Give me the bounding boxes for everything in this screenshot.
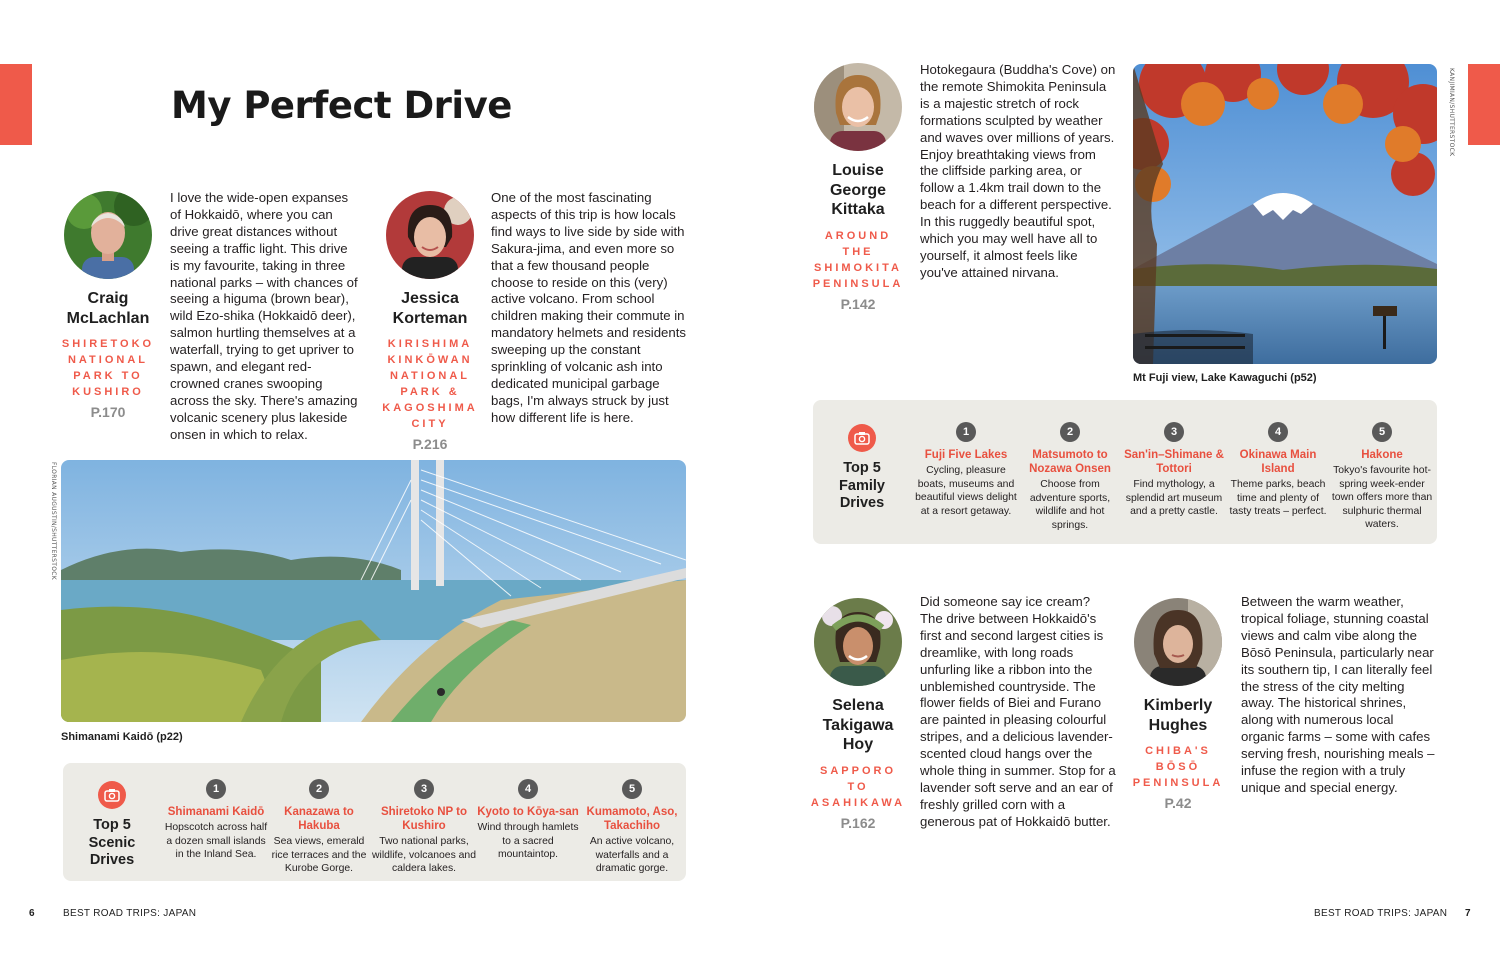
right-page-number: 7 — [1465, 908, 1471, 919]
item-desc: Find mythology, a splendid art museum and a pretty castle. — [1125, 479, 1223, 518]
item-desc: Sea views, emerald rice terraces and the Kurobe Gorge. — [271, 836, 367, 875]
left-edge-tab — [0, 64, 32, 145]
top5-item — [914, 422, 1018, 518]
number-badge: 5 — [622, 779, 642, 799]
item-name: Shiretoko NP to Kushiro — [380, 806, 468, 832]
item-desc: Hopscotch across half a dozen small islands in the Inland Sea. — [164, 822, 268, 861]
author-page-ref: P.142 — [840, 295, 876, 312]
number-badge: 1 — [206, 779, 226, 799]
top5-item — [476, 779, 580, 862]
item-name: San'in–Shimane & Tottori — [1124, 449, 1224, 475]
top5-family-heading — [822, 424, 902, 513]
author-blurb: Between the warm weather, tropical foliage, stunning coastal views and calm vibe along the Bōsō Peninsula, particularly near its southern tip, I can literally feel the stress of the city melting away. The historical shrines, along with numerous local organic farms – some with cafes serving fresh, nourishing meals – infuse the region with a truly unique and special energy. — [1241, 594, 1435, 795]
top5-item — [1226, 422, 1330, 519]
author-name: Jessica Korteman — [392, 290, 468, 327]
top5-scenic-title: Top 5 Scenic Drives — [88, 817, 136, 868]
camera-icon — [98, 781, 126, 809]
number-badge: 2 — [1060, 422, 1080, 442]
camera-icon — [848, 424, 876, 452]
item-name: Fuji Five Lakes — [924, 449, 1008, 461]
number-badge: 2 — [309, 779, 329, 799]
fuji-photo-credit: KANJIMIAN/SHUTTERSTOCK — [1448, 68, 1455, 157]
right-running-title: BEST ROAD TRIPS: JAPAN — [1314, 908, 1448, 919]
right-edge-tab — [1468, 64, 1500, 145]
author-blurb: Did someone say ice cream? The drive between Hokkaidō's first and second largest cities is dreamlike, with long roads unfurling like a ribbon into the unblemished countryside. The flower fields of Biei and Furano are painted in pleasing colourful stripes, and a delicious lavender-scented cloud hangs over the whole thing in summer. Stop for a lavender soft serve and an ear of freshly grilled corn with a generous pat of Hokkaidō butter. — [920, 594, 1116, 829]
page-title: My Perfect Drive — [171, 84, 512, 127]
bridge-photo-caption: Shimanami Kaidō (p22) — [61, 731, 183, 743]
bridge-photo-credit: FLORIAN AUGUSTIN/SHUTTERSTOCK — [50, 462, 57, 580]
author-louise — [808, 63, 908, 312]
author-name: Kimberly Hughes — [1143, 697, 1213, 734]
author-route: AROUND THE SHIMOKITA PENINSULA — [812, 229, 904, 290]
item-desc: Cycling, pleasure boats, museums and beautiful views delight at a resort getaway. — [915, 465, 1017, 517]
item-desc: An active volcano, waterfalls and a dramatic gorge. — [589, 836, 675, 875]
number-badge: 5 — [1372, 422, 1392, 442]
left-page-number: 6 — [29, 908, 35, 919]
top5-item — [1122, 422, 1226, 519]
fuji-photo — [1133, 64, 1437, 364]
number-badge: 4 — [1268, 422, 1288, 442]
item-name: Matsumoto to Nozawa Onsen — [1029, 449, 1111, 475]
author-selena — [808, 598, 908, 831]
top5-item — [164, 779, 268, 862]
item-desc: Wind through hamlets to a sacred mountaintop. — [477, 822, 579, 861]
top5-scenic-panel — [63, 763, 686, 881]
author-route: CHIBA'S BŌSŌ PENINSULA — [1132, 745, 1224, 789]
bridge-photo — [61, 460, 686, 722]
author-route: KIRISHIMA KINKŌWAN NATIONAL PARK & KAGOSHIMA CITY — [382, 338, 478, 430]
top5-item — [1330, 422, 1434, 532]
item-name: Hakone — [1361, 449, 1403, 461]
number-badge: 3 — [1164, 422, 1184, 442]
author-blurb: One of the most fascinating aspects of this trip is how locals find ways to live side by side with Sakura-jima, and even more so that a few thousand people choose to reside on this (very) active volcano. From school children making their commute in mandatory helmets and residents sweeping up the constant sprinkling of volcanic ash into dedicated municipal garbage bags, I'm always struck by just how different life is here. — [491, 190, 686, 425]
top5-family-panel — [813, 400, 1437, 544]
author-jessica — [380, 191, 480, 452]
author-craig — [58, 191, 158, 420]
avatar — [1134, 598, 1222, 686]
author-page-ref: P.170 — [90, 404, 126, 420]
avatar — [814, 63, 902, 151]
number-badge: 3 — [414, 779, 434, 799]
top5-scenic-heading — [72, 781, 152, 870]
author-blurb: Hotokegaura (Buddha's Cove) on the remote Shimokita Peninsula is a majestic stretch of rock formations sculpted by weather and waves over millions of years. Enjoy breathtaking views from the cliffside parking area, or follow a 1.4km trail down to the beach for a different perspective. In this ruggedly beautiful spot, which you may well have all to yourself, it almost feels like you've attained nirvana. — [920, 62, 1116, 280]
item-name: Kumamoto, Aso, Takachiho — [586, 806, 678, 832]
item-name: Kanazawa to Hakuba — [284, 806, 354, 832]
item-desc: Theme parks, beach time and plenty of tasty treats – perfect. — [1229, 479, 1327, 518]
item-desc: Two national parks, wildlife, volcanoes and caldera lakes. — [372, 836, 476, 875]
item-desc: Choose from adventure sports, wildlife and hot springs. — [1029, 479, 1111, 531]
number-badge: 4 — [518, 779, 538, 799]
number-badge: 1 — [956, 422, 976, 442]
avatar — [814, 598, 902, 686]
author-name: Selena Takigawa Hoy — [822, 697, 894, 753]
author-kimberly — [1128, 598, 1228, 811]
author-name: Louise George Kittaka — [829, 162, 886, 218]
author-name: Craig McLachlan — [66, 290, 150, 327]
item-desc: Tokyo's favourite hot-spring week-ender town offers more than sulphuric thermal waters. — [1331, 465, 1433, 531]
left-running-title: BEST ROAD TRIPS: JAPAN — [63, 908, 197, 919]
author-blurb: I love the wide-open expanses of Hokkaidō, where you can drive great distances without seeing a traffic light. This drive is my favourite, taking in three national parks – with chances of seeing a higuma (brown bear), wild Ezo-shika (Hokkaidō deer), salmon hurtling themselves at a waterfall, trying to get upriver to spawn, and elegant red-crowned cranes swooping across the sky. There's amazing volcanic scenery plus lakeside onsen in which to relax. — [170, 190, 358, 442]
top5-item — [580, 779, 684, 876]
item-name: Kyoto to Kōya-san — [477, 806, 579, 818]
author-page-ref: P.216 — [412, 436, 448, 452]
author-page-ref: P.42 — [1164, 795, 1192, 811]
top5-family-title: Top 5 Family Drives — [839, 460, 885, 511]
top5-item — [267, 779, 371, 876]
item-name: Okinawa Main Island — [1239, 449, 1317, 475]
author-route: SHIRETOKO NATIONAL PARK TO KUSHIRO — [61, 338, 155, 398]
top5-item — [372, 779, 476, 876]
item-name: Shimanami Kaidō — [167, 806, 265, 818]
avatar — [386, 191, 474, 279]
author-page-ref: P.162 — [840, 814, 876, 831]
avatar — [64, 191, 152, 279]
author-route: SAPPORO TO ASAHIKAWA — [810, 764, 906, 809]
top5-item — [1018, 422, 1122, 532]
fuji-photo-caption: Mt Fuji view, Lake Kawaguchi (p52) — [1133, 372, 1317, 384]
